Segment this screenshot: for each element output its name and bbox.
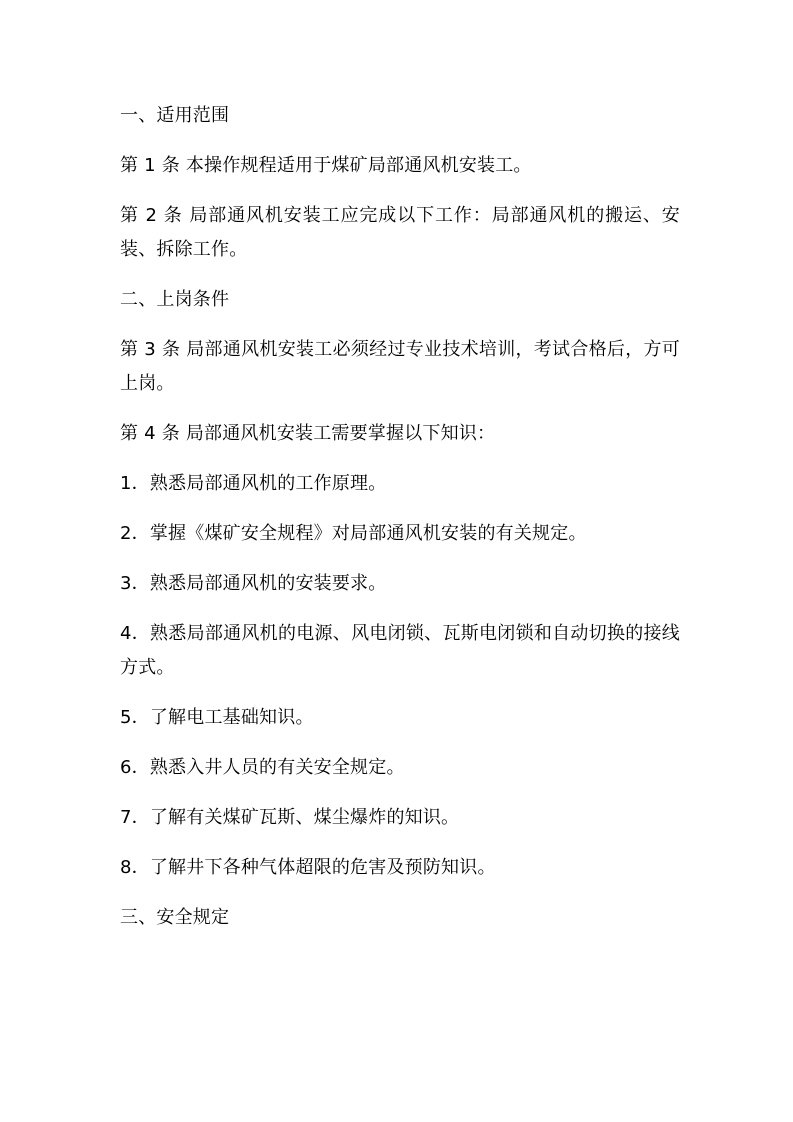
document-body [120,99,680,951]
list-item-3: 3．熟悉局部通风机的安装要求。 [120,573,387,594]
article-1: 第 1 条 本操作规程适用于煤矿局部通风机安装工。 [120,155,532,176]
list-item-4: 4．熟悉局部通风机的电源、风电闭锁、瓦斯电闭锁和自动切换的接线方式。 [120,623,680,678]
list-item-8: 8．了解井下各种气体超限的危害及预防知识。 [120,857,496,878]
article-4: 第 4 条 局部通风机安装工需要掌握以下知识： [120,423,496,444]
list-item-6: 6．熟悉入井人员的有关安全规定。 [120,757,405,778]
section-heading-qualifications: 二、上岗条件 [120,289,230,310]
list-item-5: 5．了解电工基础知识。 [120,707,314,728]
list-item-7: 7．了解有关煤矿瓦斯、煤尘爆炸的知识。 [120,807,460,828]
article-2: 第 2 条 局部通风机安装工应完成以下工作：局部通风机的搬运、安装、拆除工作。 [120,205,680,260]
section-heading-safety-rules: 三、安全规定 [120,907,230,928]
article-3: 第 3 条 局部通风机安装工必须经过专业技术培训，考试合格后，方可上岗。 [120,339,680,394]
list-item-2: 2．掌握《煤矿安全规程》对局部通风机安装的有关规定。 [120,523,587,544]
list-item-1: 1．熟悉局部通风机的工作原理。 [120,473,387,494]
section-heading-scope: 一、适用范围 [120,105,230,126]
